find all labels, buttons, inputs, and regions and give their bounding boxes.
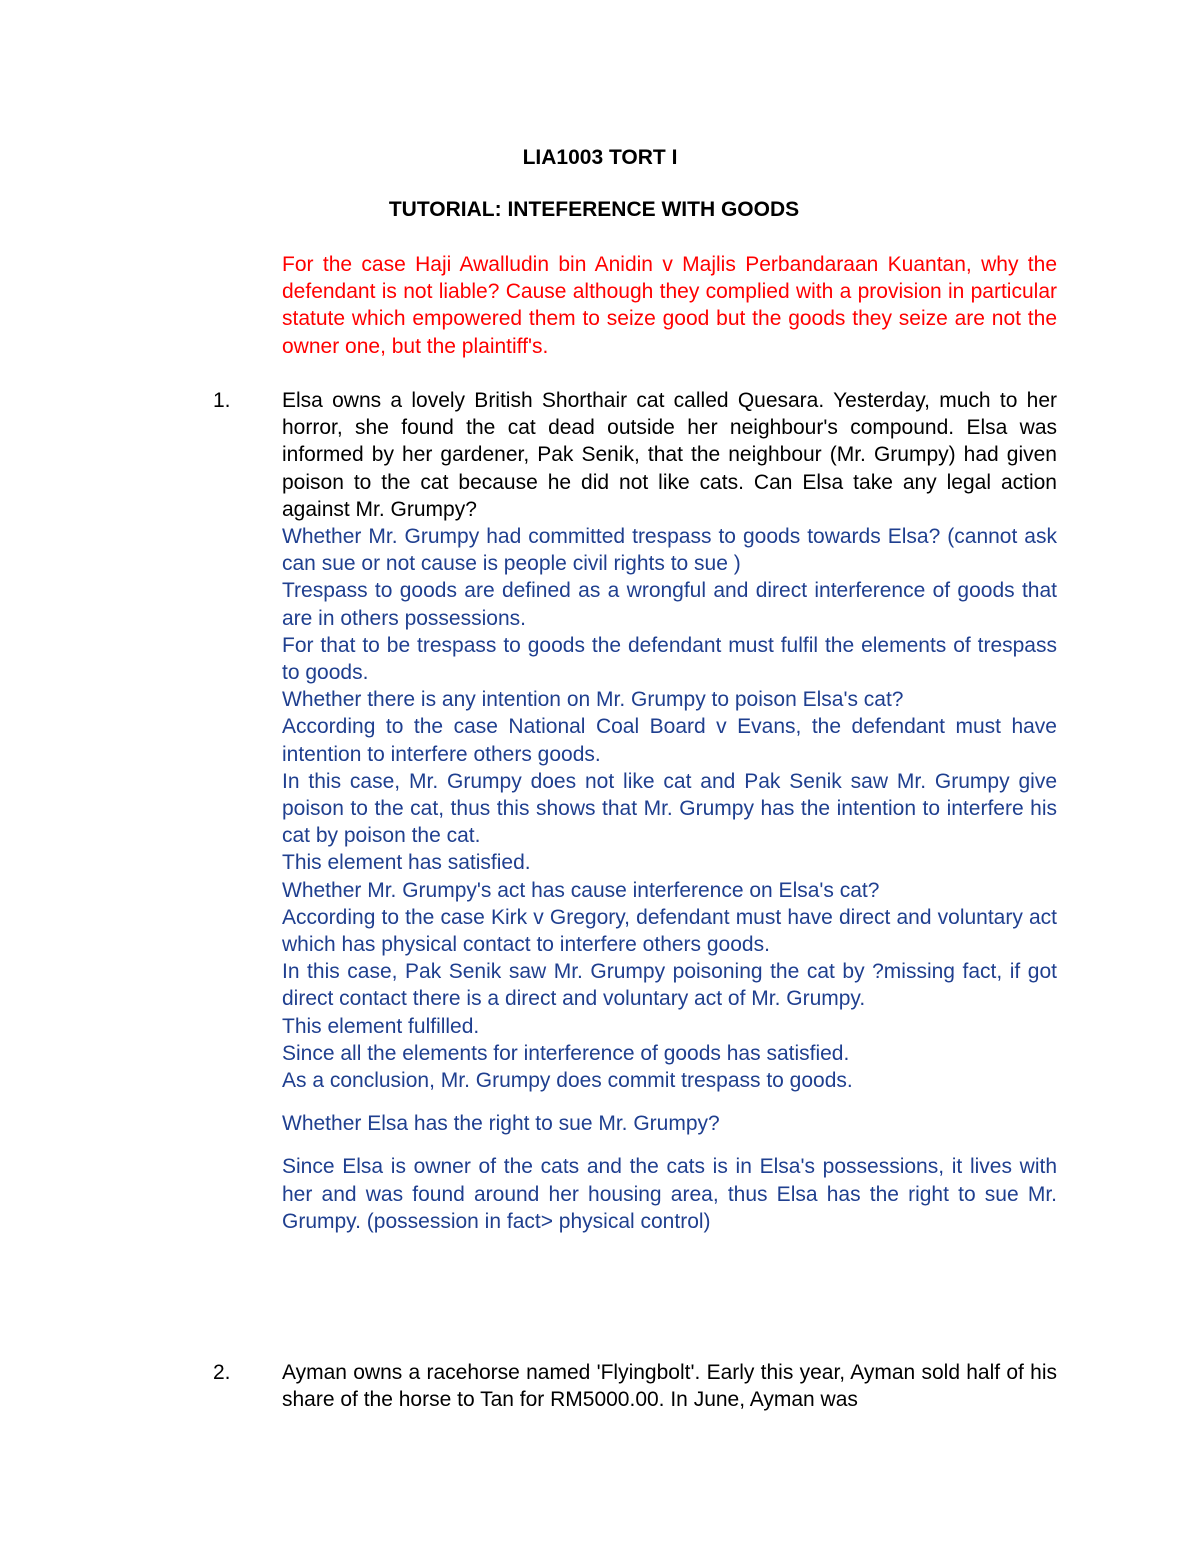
question-1-number: 1. [213, 389, 231, 412]
question-2-block [282, 1359, 1057, 1413]
question-1-block [282, 387, 1057, 1235]
right-to-sue-issue: Whether Elsa has the right to sue Mr. Grumpy? [282, 1112, 720, 1136]
right-to-sue-answer: Since Elsa is owner of the cats and the cats is in Elsa's possessions, it lives with her and was found around her housing area, thus Elsa has the right to sue Mr. Grumpy. (possession in fact> physical control) [282, 1155, 1057, 1233]
answer-line: For that to be trespass to goods the defendant must fulfil the elements of trespass to goods. [282, 633, 1057, 685]
answer-line: In this case, Mr. Grumpy does not like cat and Pak Senik saw Mr. Grumpy give poison to the cat, thus this shows that Mr. Grumpy has the intention to interfere his cat by poison the cat. [282, 769, 1057, 848]
answer-line: Whether Mr. Grumpy's act has cause interference on Elsa's cat? [282, 878, 880, 902]
tutorial-title: TUTORIAL: INTEFERENCE WITH GOODS [388, 198, 800, 221]
answer-line: This element has satisfied. [282, 851, 531, 875]
answer-line: This element fulfilled. [282, 1014, 480, 1038]
answer-line: As a conclusion, Mr. Grumpy does commit trespass to goods. [282, 1069, 853, 1093]
question-1-text: Elsa owns a lovely British Shorthair cat called Quesara. Yesterday, much to her horror, she found the cat dead outside her neighbour's compound. Elsa was informed by her gardener, Pak Senik, that the neighbour (Mr. Grumpy) had given poison to the cat because he did not like cats. Can Elsa take any legal action against Mr. Grumpy? [282, 389, 1057, 521]
answer-line: According to the case National Coal Board v Evans, the defendant must have intention to interfere others goods. [282, 715, 1057, 766]
answer-line: Since all the elements for interference of goods has satisfied. [282, 1041, 850, 1065]
question-2-number: 2. [213, 1361, 231, 1384]
intro-note-text: For the case Haji Awalludin bin Anidin v Majlis Perbandaraan Kuantan, why the defendant is not liable? Cause although they complied with a provision in particular statute which empowered them to seize good but the goods they seize are not the owner one, but the plaintiff's. [282, 253, 1057, 358]
intro-note [282, 251, 1057, 360]
answer-line: Whether Mr. Grumpy had committed trespass to goods towards Elsa? (cannot ask can sue or not cause is people civil rights to sue ) [282, 525, 1057, 576]
answer-line: Trespass to goods are defined as a wrongful and direct interference of goods that are in others possessions. [282, 579, 1057, 630]
answer-line: Whether there is any intention on Mr. Grumpy to poison Elsa's cat? [282, 688, 904, 712]
course-title: LIA1003 TORT I [522, 146, 678, 169]
question-2-text: Ayman owns a racehorse named 'Flyingbolt'. Early this year, Ayman sold half of his share of the horse to Tan for RM5000.00. In June, Ayman was [282, 1361, 1057, 1412]
answer-line: In this case, Pak Senik saw Mr. Grumpy poisoning the cat by ?missing fact, if got direct contact there is a direct and voluntary act of Mr. Grumpy. [282, 960, 1057, 1011]
answer-line: According to the case Kirk v Gregory, defendant must have direct and voluntary act which has physical contact to interfere others goods. [282, 905, 1057, 957]
